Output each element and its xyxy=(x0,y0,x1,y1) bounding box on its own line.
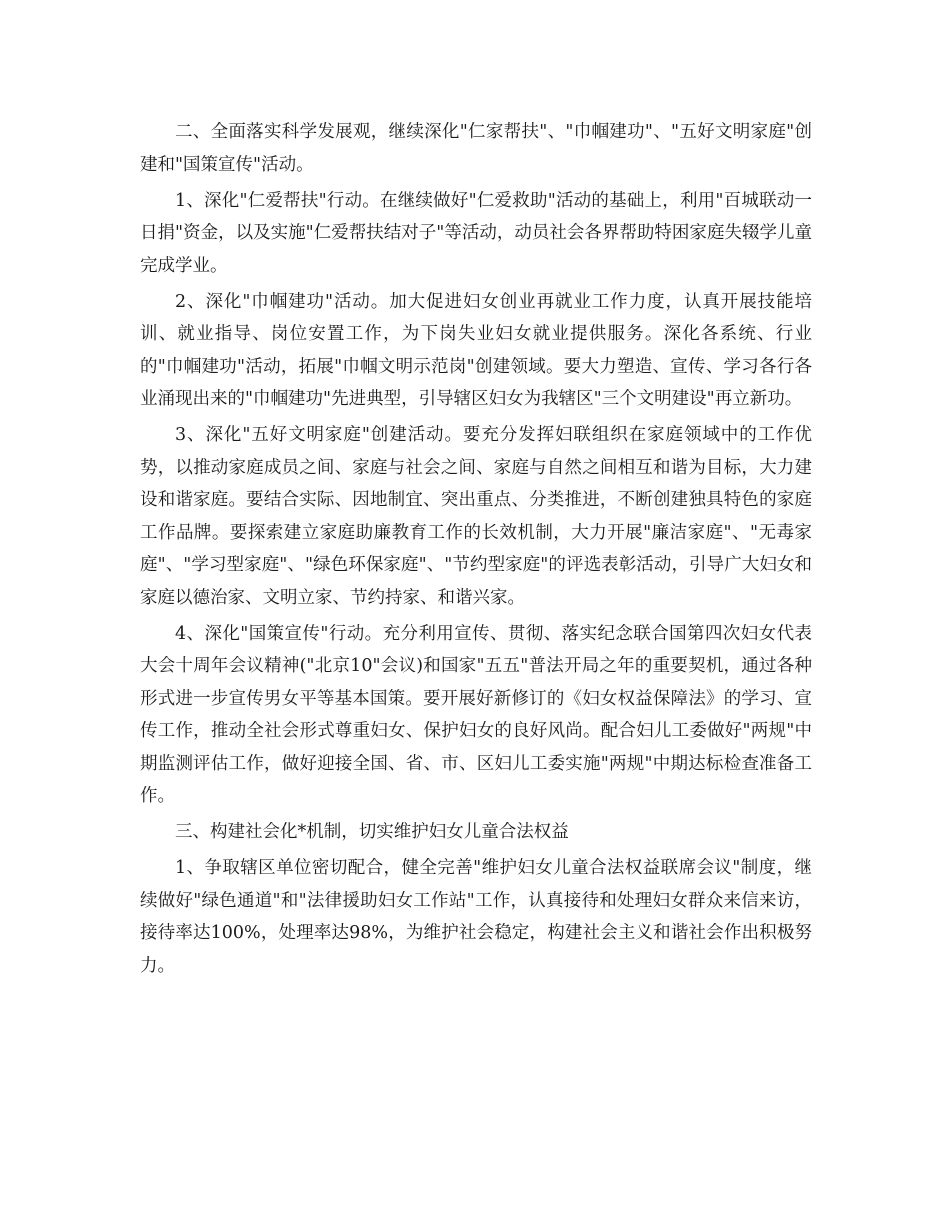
paragraph-renai-bangfu: 1、深化"仁爱帮扶"行动。在继续做好"仁爱救助"活动的基础上，利用"百城联动一日捐"资金，以及实施"仁爱帮扶结对子"等活动，动员社会各界帮助特困家庭失辍学儿童完成学业。 xyxy=(140,190,812,276)
paragraph-weiquan-lianxi: 1、争取辖区单位密切配合，健全完善"维护妇女儿童合法权益联席会议"制度，继续做好"绿色通道"和"法律援助妇女工作站"工作，认真接待和处理妇女群众来信来访，接待率达100%，处理率达98%，为维护社会稳定，构建社会主义和谐社会作出积极努力。 xyxy=(140,858,812,976)
paragraph-jinguo-jiangong: 2、深化"巾帼建功"活动。加大促进妇女创业再就业工作力度，认真开展技能培训、就业指导、岗位安置工作，为下岗失业妇女就业提供服务。深化各系统、行业的"巾帼建功"活动，拓展"巾帼文明示范岗"创建领域。要大力塑造、宣传、学习各行各业涌现出来的"巾帼建功"先进典型，引导辖区妇女为我辖区"三个文明建设"再立新功。 xyxy=(140,291,812,409)
section-heading-three: 三、构建社会化*机制，切实维护妇女儿童合法权益 xyxy=(175,822,569,842)
document-body xyxy=(140,116,812,986)
paragraph-guoce-xuanchuan: 4、深化"国策宣传"行动。充分利用宣传、贯彻、落实纪念联合国第四次妇女代表大会十周年会议精神("北京10"会议)和国家"五五"普法开局之年的重要契机，通过各种形式进一步宣传男女平等基本国策。要开展好新修订的《妇女权益保障法》的学习、宣传工作，推动全社会形式尊重妇女、保护妇女的良好风尚。配合妇儿工委做好"两规"中期监测评估工作，做好迎接全国、省、市、区妇儿工委实施"两规"中期达标检查准备工作。 xyxy=(140,623,812,806)
section-heading-two: 二、全面落实科学发展观，继续深化"仁家帮扶"、"巾帼建功"、"五好文明家庭"创建和"国策宣传"活动。 xyxy=(140,122,812,175)
paragraph-wuhao-jiating: 3、深化"五好文明家庭"创建活动。要充分发挥妇联组织在家庭领域中的工作优势，以推动家庭成员之间、家庭与社会之间、家庭与自然之间相互和谐为目标，大力建设和谐家庭。要结合实际、因地制宜、突出重点、分类推进，不断创建独具特色的家庭工作品牌。要探索建立家庭助廉教育工作的长效机制，大力开展"廉洁家庭"、"无毒家庭"、"学习型家庭"、"绿色环保家庭"、"节约型家庭"的评选表彰活动，引导广大妇女和家庭以德治家、文明立家、节约持家、和谐兴家。 xyxy=(140,425,812,608)
